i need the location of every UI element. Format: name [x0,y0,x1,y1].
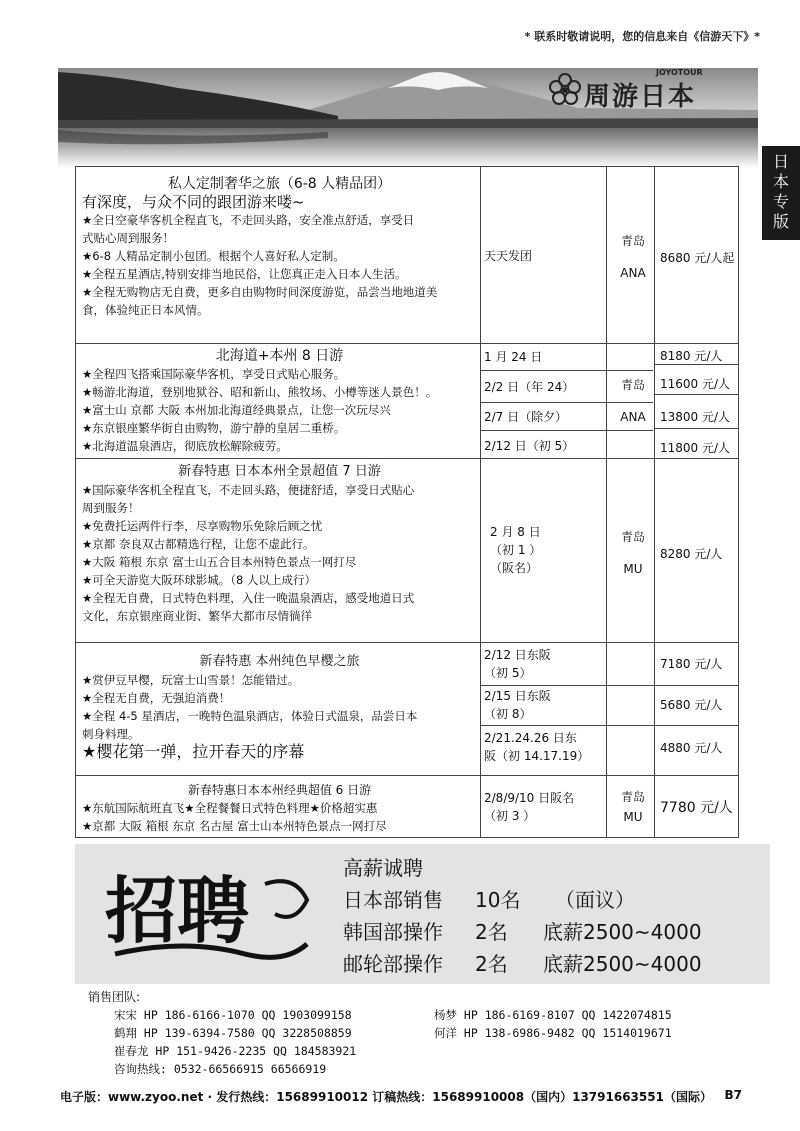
tour-price: 4880 元/人 [660,741,723,755]
tour-feature-line: ★东航国际航班直飞★全程餐餐日式特色料理★价格超实惠 [82,801,378,815]
departure-date: 2 月 8 日 [490,525,541,539]
tour-price: 8180 元/人 [660,349,723,363]
footer-text: 电子版：www.zyoo.net · 发行热线：15689910012 订稿热线：15689910008（国内）13791663551（国际） [60,1090,712,1104]
tour-feature-line: ★全程无购物店无自费，更多自由购物时间深度游览，品尝当地地道美 [82,285,438,299]
tour-feature-line: 刺身料理。 [82,727,140,741]
tour-title: 新春特惠日本本州经典超值 6 日游 [187,783,372,797]
recruit-pay: 底薪2500~4000 [543,920,702,944]
tour-title: 新春特惠 本州纯色早樱之旅 [199,654,360,669]
tour-highlight: ★樱花第一弹，拉开春天的序幕 [82,742,305,761]
brand-subtitle: JOYOTOUR [656,68,703,77]
tour-feature-line: ★全程五星酒店,特别安排当地民俗，让您真正走入日本人生活。 [82,267,407,281]
tour-price: 11600 元/人 [660,377,731,391]
date-divider [480,725,738,726]
tour-feature-line: ★全程四飞搭乘国际豪华客机，享受日式贴心服务。 [82,367,346,381]
price-divider [654,394,738,395]
tour-description [82,653,477,761]
sales-contact: 何洋 HP 138-6986-9482 QQ 1514019671 [434,1026,672,1040]
section-tab-char: 专 [772,192,789,211]
tour-description [82,347,477,455]
cherry-blossom-icon [548,72,582,106]
sales-contact: 崔春龙 HP 151-9426-2235 QQ 184583921 [114,1044,357,1058]
departure-date: 2/2 日（年 24） [484,380,575,394]
departure-date: 1 月 24 日 [484,350,543,364]
sales-header: 销售团队: [88,990,141,1004]
sales-contact: 宋宋 HP 186-6166-1070 QQ 1903099158 [114,1008,352,1022]
section-tab-char: 本 [772,172,789,191]
tour-feature-line: ★赏伊豆早樱，玩富士山雪景！怎能错过。 [82,673,300,687]
tour-title: 新春特惠 日本本州全景超值 7 日游 [178,464,381,479]
departure-date: 阪（初 14.17.19） [484,749,590,763]
tour-price: 11800 元/人 [660,441,731,455]
tour-feature-line: ★京都 奈良双古都精选行程，让您不虚此行。 [82,537,315,551]
departure-dates [484,789,602,825]
page-number: B7 [724,1088,742,1102]
departure-dates [490,523,608,577]
recruit-calligraphy-art [95,854,315,974]
tour-price: 7180 元/人 [660,657,723,671]
tour-feature-line: ★全日空豪华客机全程直飞，不走回头路，安全准点舒适，享受日 [82,213,415,227]
recruit-dept: 韩国部操作 [343,920,443,944]
airline-label: ANA [620,410,646,424]
departure-date: 天天发团 [484,249,533,263]
row-divider [76,343,738,344]
column-divider [480,167,481,837]
departure-date: 2/12 日（初 5） [484,439,575,453]
tour-description [82,781,477,835]
tour-feature-line: ★富士山 京都 大阪 本州加北海道经典景点，让您一次玩尽兴 [82,403,391,417]
section-tab-char: 日 [772,152,789,171]
source-notice: * 联系时敬请说明，您的信息来自《信游天下》* [524,30,760,43]
tour-feature-line: ★全程无自费，无强迫消费！ [82,691,231,705]
column-divider [606,167,607,837]
airline-label: ANA [620,266,646,280]
sales-contact: 鹤翔 HP 139-6394-7580 QQ 3228508859 [114,1026,352,1040]
city-label: 青岛 [620,234,645,248]
tour-feature-line: ★全程 4-5 星酒店，一晚特色温泉酒店，体验日式温泉，品尝日本 [82,709,418,723]
hotline: 咨询热线: 0532-66566915 66566919 [114,1062,327,1076]
tour-feature-line: ★全程无自费，日式特色料理，入住一晚温泉酒店，感受地道日式 [82,591,415,605]
airline-label: MU [623,562,643,576]
section-tab-char: 版 [772,212,789,231]
tour-price: 5680 元/人 [660,698,723,712]
departure-dates [484,729,602,765]
departure-dates [484,646,602,682]
tour-feature-line: 式贴心周到服务！ [82,231,174,245]
departure-date: （初 5） [484,666,532,680]
tour-feature-line: 食，体验纯正日本风情。 [82,303,209,317]
section-tab [762,146,800,240]
page-footer [60,1088,750,1105]
tour-title: 私人定制奢华之旅（6-8 人精品团） [167,176,392,192]
departure-date: （初 1 ） [490,543,542,557]
tour-feature-line: ★大阪 箱根 东京 富士山五合目本州特色景点一网打尽 [82,555,357,569]
tour-feature-line: ★畅游北海道，登别地狱谷、昭和新山、熊牧场、小樽等迷人景色！。 [82,385,438,399]
tour-subtitle: 有深度，与众不同的跟团游来喽~ [82,193,305,211]
departure-city [608,527,658,579]
departure-date: 2/8/9/10 日阪名 [484,791,575,805]
departure-date: （阪名） [490,561,539,575]
row-divider [76,775,738,776]
departure-date: 2/12 日东阪 [484,648,551,662]
row-divider [76,642,738,643]
departure-date: （初 3 ） [484,809,536,823]
airline-label: MU [623,810,643,824]
brand-logo-block [548,70,758,110]
departure-date: （初 8） [484,707,532,721]
sales-contact: 杨梦 HP 186-6169-8107 QQ 1422074815 [434,1008,672,1022]
tour-price: 13800 元/人 [660,410,731,424]
tour-feature-line: ★可全天游览大阪环球影城。（8 人以上成行） [82,573,317,587]
city-label: 青岛 [620,530,645,544]
departure-date: 2/7 日（除夕） [484,410,568,424]
recruit-dept: 日本部销售 [343,888,443,912]
tour-table [75,166,739,838]
recruit-count: 10名 [475,888,521,912]
tour-description [82,175,477,319]
price-divider [654,428,738,429]
tour-feature-line: ★6-8 人精品定制小包团。根据个人喜好私人定制。 [82,249,345,263]
tour-feature-line: ★免费托运两件行李，尽享购物乐免除后顾之忧 [82,519,323,533]
city-label: 青岛 [620,790,645,804]
tour-feature-line: ★东京银座繁华街自由购物，游宁静的皇居二重桥。 [82,421,346,435]
departure-city [608,231,658,283]
departure-dates [484,687,602,723]
tour-feature-line: 周到服务！ [82,501,140,515]
tour-price: 7780 元/人 [660,800,733,816]
price-divider [654,364,738,365]
recruit-count: 2名 [475,952,508,976]
tour-description [82,463,477,625]
date-divider [480,685,738,686]
row-divider [76,458,738,459]
brand-name: 周游日本 [584,82,697,112]
recruitment-ad [75,844,770,984]
tour-feature-line: ★京都 大阪 箱根 东京 名古屋 富士山本州特色景点一网打尽 [82,819,387,833]
tour-price: 8680 元/人起 [660,251,735,265]
recruit-heading: 高薪诚聘 [343,856,423,880]
departure-city [608,375,658,427]
tour-feature-line: ★北海道温泉酒店，彻底放松解除疲劳。 [82,439,288,453]
tour-price: 8280 元/人 [660,547,723,561]
recruit-count: 2名 [475,920,508,944]
departure-date: 2/21.24.26 日东 [484,731,577,745]
date-divider [480,370,653,371]
recruit-pay: （面议） [555,888,635,912]
tour-feature-line: ★国际豪华客机全程直飞，不走回头路，便捷舒适，享受日式贴心 [82,483,415,497]
date-divider [480,430,653,431]
recruit-pay: 底薪2500~4000 [543,952,702,976]
departure-city [608,787,658,827]
departure-date: 2/15 日东阪 [484,689,551,703]
city-label: 青岛 [620,378,645,392]
recruit-dept: 邮轮部操作 [343,952,443,976]
tour-feature-line: 文化，东京银座商业街、繁华大都市尽情徜徉 [82,609,312,623]
tour-title: 北海道+本州 8 日游 [215,348,344,364]
recruit-art-text: 招聘 [105,868,250,953]
